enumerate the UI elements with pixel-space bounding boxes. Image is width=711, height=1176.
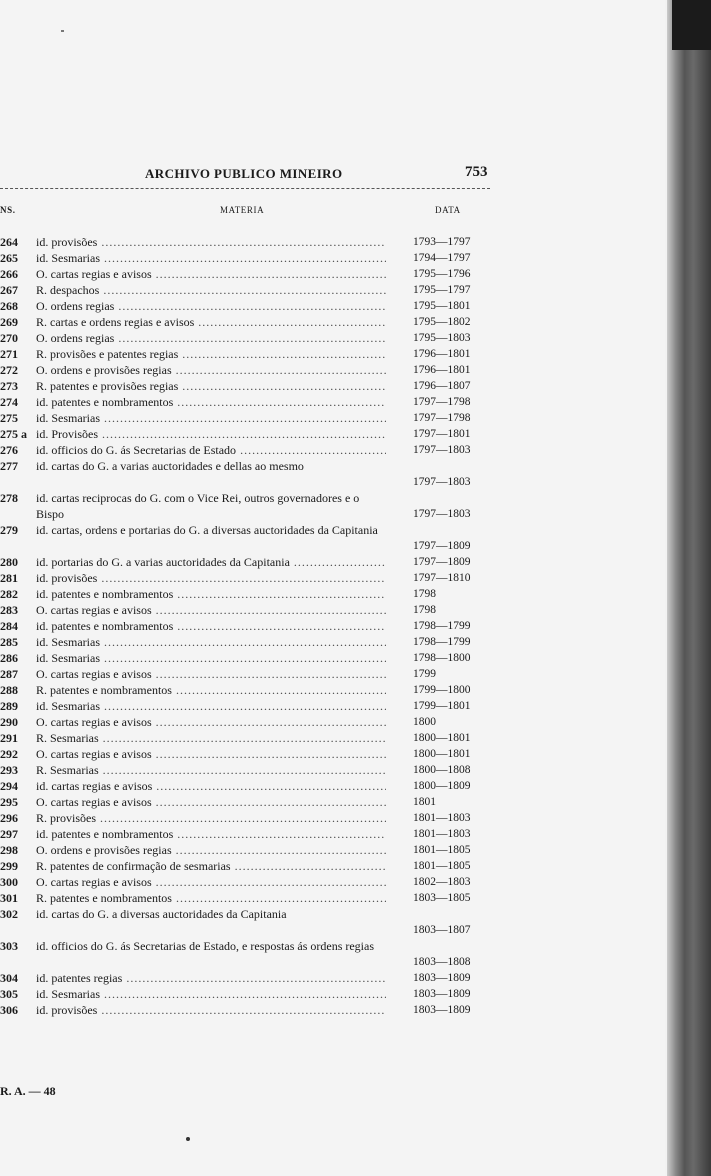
entry-materia: R. despachos .....	[36, 282, 386, 298]
entry-date: 1797—1803	[413, 444, 471, 456]
table-row	[0, 874, 500, 890]
ink-dot	[186, 1137, 190, 1141]
entry-number: 291	[0, 731, 18, 745]
entry-date: 1803—1809	[413, 1004, 471, 1016]
entry-date: 1797—1798	[413, 396, 471, 408]
page-header	[0, 166, 665, 186]
entry-number: 302	[0, 907, 18, 921]
table-row	[0, 282, 500, 298]
entry-number: 274	[0, 395, 18, 409]
entry-materia: id. officios do G. ás Secretarias de Estado .....	[36, 442, 386, 458]
entry-number: 276	[0, 443, 18, 457]
entry-date: 1795—1801	[413, 300, 471, 312]
entry-materia: id. cartas, ordens e portarias do G. a diversas auctoridades da Capitania	[36, 523, 378, 537]
entry-date: 1800—1808	[413, 764, 471, 776]
entry-date: 1797—1798	[413, 412, 471, 424]
entry-materia: R. patentes e nombramentos .....	[36, 890, 386, 906]
entry-materia: id. Provisões .....	[36, 426, 386, 442]
entry-date: 1801—1803	[413, 812, 471, 824]
entry-date: 1798—1799	[413, 636, 471, 648]
table-row	[0, 938, 500, 970]
entry-number: 273	[0, 379, 18, 393]
entry-date: 1796—1801	[413, 348, 471, 360]
table-row	[0, 410, 500, 426]
entry-date: 1795—1803	[413, 332, 471, 344]
entry-number: 283	[0, 603, 18, 617]
entry-materia: R. cartas e ordens regias e avisos .....	[36, 314, 386, 330]
column-header-data: DATA	[435, 205, 461, 215]
entry-date: 1798	[413, 604, 436, 616]
table-row	[0, 682, 500, 698]
page-title: ARCHIVO PUBLICO MINEIRO	[145, 166, 343, 181]
table-row	[0, 810, 500, 826]
entry-number: 280	[0, 555, 18, 569]
entry-date: 1796—1801	[413, 364, 471, 376]
entry-number: 296	[0, 811, 18, 825]
entry-date: 1795—1797	[413, 284, 471, 296]
entry-date: 1803—1805	[413, 892, 471, 904]
entry-number: 277	[0, 459, 18, 473]
entry-date: 1797—1801	[413, 428, 471, 440]
entry-number: 278	[0, 491, 18, 505]
table-row	[0, 858, 500, 874]
entry-number: 279	[0, 523, 18, 537]
entry-number: 298	[0, 843, 18, 857]
entry-number: 268	[0, 299, 18, 313]
table-row	[0, 314, 500, 330]
table-row	[0, 778, 500, 794]
table-row	[0, 266, 500, 282]
table-row	[0, 234, 500, 250]
table-row	[0, 986, 500, 1002]
entry-number: 301	[0, 891, 18, 905]
entry-date: 1795—1802	[413, 316, 471, 328]
entry-number: 304	[0, 971, 18, 985]
entry-date: 1799—1801	[413, 700, 471, 712]
entry-materia: O. cartas regias e avisos .....	[36, 602, 386, 618]
entry-date: 1803—1807	[413, 924, 471, 936]
table-row	[0, 618, 500, 634]
entry-date: 1800—1809	[413, 780, 471, 792]
table-row	[0, 442, 500, 458]
entry-materia: R. Sesmarias .....	[36, 730, 386, 746]
entry-number: 267	[0, 283, 18, 297]
table-row	[0, 970, 500, 986]
entry-number: 288	[0, 683, 18, 697]
column-header-numbers: NS.	[0, 205, 16, 215]
entry-materia: id. portarias do G. a varias auctoridades da Capitania .....	[36, 554, 386, 570]
entry-date: 1799—1800	[413, 684, 471, 696]
entry-date: 1797—1810	[413, 572, 471, 584]
entry-number: 271	[0, 347, 18, 361]
entry-date: 1797—1803	[413, 476, 471, 488]
entry-date: 1801—1805	[413, 844, 471, 856]
table-row	[0, 826, 500, 842]
entry-materia: R. patentes e nombramentos .....	[36, 682, 386, 698]
entry-date: 1798—1799	[413, 620, 471, 632]
entry-date: 1795—1796	[413, 268, 471, 280]
table-row	[0, 378, 500, 394]
entry-number: 295	[0, 795, 18, 809]
entry-date: 1803—1808	[413, 956, 471, 968]
entry-materia: id. provisões .....	[36, 1002, 386, 1018]
ink-speck	[61, 30, 64, 32]
entry-materia: id. provisões .....	[36, 234, 386, 250]
entry-number: 293	[0, 763, 18, 777]
table-row	[0, 346, 500, 362]
entry-date: 1797—1809	[413, 556, 471, 568]
entry-materia: R. patentes e provisões regias .....	[36, 378, 386, 394]
entry-materia: O. cartas regias e avisos .....	[36, 266, 386, 282]
entry-materia: id. cartas reciprocas do G. com o Vice Rei, outros governadores e o Bispo	[36, 491, 360, 521]
table-row	[0, 730, 500, 746]
table-row	[0, 490, 500, 522]
entry-number: 299	[0, 859, 18, 873]
entry-materia: id. cartas do G. a varias auctoridades e dellas ao mesmo	[36, 459, 304, 473]
entry-materia: id. patentes regias .....	[36, 970, 386, 986]
entry-materia: id. patentes e nombramentos .....	[36, 826, 386, 842]
table-row	[0, 554, 500, 570]
table-row	[0, 586, 500, 602]
entry-number: 294	[0, 779, 18, 793]
table-row	[0, 650, 500, 666]
table-row	[0, 1002, 500, 1018]
entry-date: 1802—1803	[413, 876, 471, 888]
entry-materia: O. cartas regias e avisos .....	[36, 714, 386, 730]
table-row	[0, 298, 500, 314]
entry-number: 286	[0, 651, 18, 665]
entry-materia: id. Sesmarias .....	[36, 410, 386, 426]
entry-materia: O. ordens e provisões regias .....	[36, 842, 386, 858]
entry-number: 289	[0, 699, 18, 713]
entry-materia: id. cartas regias e avisos .....	[36, 778, 386, 794]
table-row	[0, 842, 500, 858]
table-row	[0, 570, 500, 586]
entry-number: 306	[0, 1003, 18, 1017]
entry-materia: id. Sesmarias .....	[36, 634, 386, 650]
entry-number: 264	[0, 235, 18, 249]
entry-date: 1801—1805	[413, 860, 471, 872]
entry-materia: id. provisões .....	[36, 570, 386, 586]
page-number: 753	[465, 164, 488, 180]
header-rule	[0, 188, 490, 189]
entry-materia: R. Sesmarias .....	[36, 762, 386, 778]
entry-materia: R. provisões .....	[36, 810, 386, 826]
entry-materia: R. provisões e patentes regias .....	[36, 346, 386, 362]
entry-materia: id. patentes e nombramentos .....	[36, 586, 386, 602]
book-spine-shadow	[667, 0, 711, 1176]
entry-date: 1803—1809	[413, 988, 471, 1000]
entry-number: 282	[0, 587, 18, 601]
entry-number: 265	[0, 251, 18, 265]
entry-number: 269	[0, 315, 18, 329]
entry-materia: O. ordens e provisões regias .....	[36, 362, 386, 378]
entry-materia: id. patentes e nombramentos .....	[36, 394, 386, 410]
entry-date: 1797—1809	[413, 540, 471, 552]
entry-number: 292	[0, 747, 18, 761]
table-row	[0, 746, 500, 762]
entry-number: 266	[0, 267, 18, 281]
entry-materia: O. cartas regias e avisos .....	[36, 666, 386, 682]
entry-materia: id. Sesmarias .....	[36, 650, 386, 666]
entry-date: 1798	[413, 588, 436, 600]
entry-materia: id. cartas do G. a diversas auctoridades da Capitania	[36, 907, 287, 921]
entry-materia: id. officios do G. ás Secretarias de Estado, e respostas ás ordens regias	[36, 939, 375, 953]
column-header-materia: MATERIA	[220, 205, 265, 215]
table-row	[0, 362, 500, 378]
book-spine-dark-corner	[672, 0, 711, 50]
entry-materia: O. cartas regias e avisos .....	[36, 874, 386, 890]
table-row	[0, 602, 500, 618]
table-row	[0, 906, 500, 938]
entry-date: 1801	[413, 796, 436, 808]
entry-number: 290	[0, 715, 18, 729]
entries-table	[0, 234, 500, 1018]
entry-number: 287	[0, 667, 18, 681]
table-row	[0, 762, 500, 778]
entry-materia: R. patentes de confirmação de sesmarias .....	[36, 858, 386, 874]
table-row	[0, 698, 500, 714]
entry-materia: id. Sesmarias .....	[36, 250, 386, 266]
entry-materia: id. Sesmarias .....	[36, 698, 386, 714]
table-row	[0, 394, 500, 410]
entry-number: 275	[0, 411, 18, 425]
entry-number: 285	[0, 635, 18, 649]
entry-date: 1794—1797	[413, 252, 471, 264]
table-row	[0, 250, 500, 266]
entry-date: 1799	[413, 668, 436, 680]
entry-date: 1803—1809	[413, 972, 471, 984]
entry-materia: id. patentes e nombramentos .....	[36, 618, 386, 634]
entry-number: 305	[0, 987, 18, 1001]
entry-date: 1800	[413, 716, 436, 728]
entry-date: 1801—1803	[413, 828, 471, 840]
entry-materia: O. ordens regias .....	[36, 330, 386, 346]
entry-date: 1793—1797	[413, 236, 471, 248]
entry-number: 272	[0, 363, 18, 377]
entry-date: 1796—1807	[413, 380, 471, 392]
entry-materia: id. Sesmarias .....	[36, 986, 386, 1002]
table-row	[0, 458, 500, 490]
entry-date: 1800—1801	[413, 748, 471, 760]
table-row	[0, 714, 500, 730]
table-row	[0, 794, 500, 810]
entry-number: 284	[0, 619, 18, 633]
entry-number: 300	[0, 875, 18, 889]
entry-date: 1797—1803	[413, 508, 471, 520]
table-row	[0, 666, 500, 682]
table-row	[0, 522, 500, 554]
entry-number: 281	[0, 571, 18, 585]
entry-number: 270	[0, 331, 18, 345]
entry-materia: O. cartas regias e avisos .....	[36, 794, 386, 810]
entry-number: 297	[0, 827, 18, 841]
entry-number: 275 a	[0, 427, 27, 441]
table-row	[0, 330, 500, 346]
entry-date: 1798—1800	[413, 652, 471, 664]
table-row	[0, 426, 500, 442]
entry-date: 1800—1801	[413, 732, 471, 744]
entry-materia: O. ordens regias .....	[36, 298, 386, 314]
entry-number: 303	[0, 939, 18, 953]
table-row	[0, 634, 500, 650]
footer-signature: R. A. — 48	[0, 1084, 56, 1098]
table-row	[0, 890, 500, 906]
entry-materia: O. cartas regias e avisos .....	[36, 746, 386, 762]
